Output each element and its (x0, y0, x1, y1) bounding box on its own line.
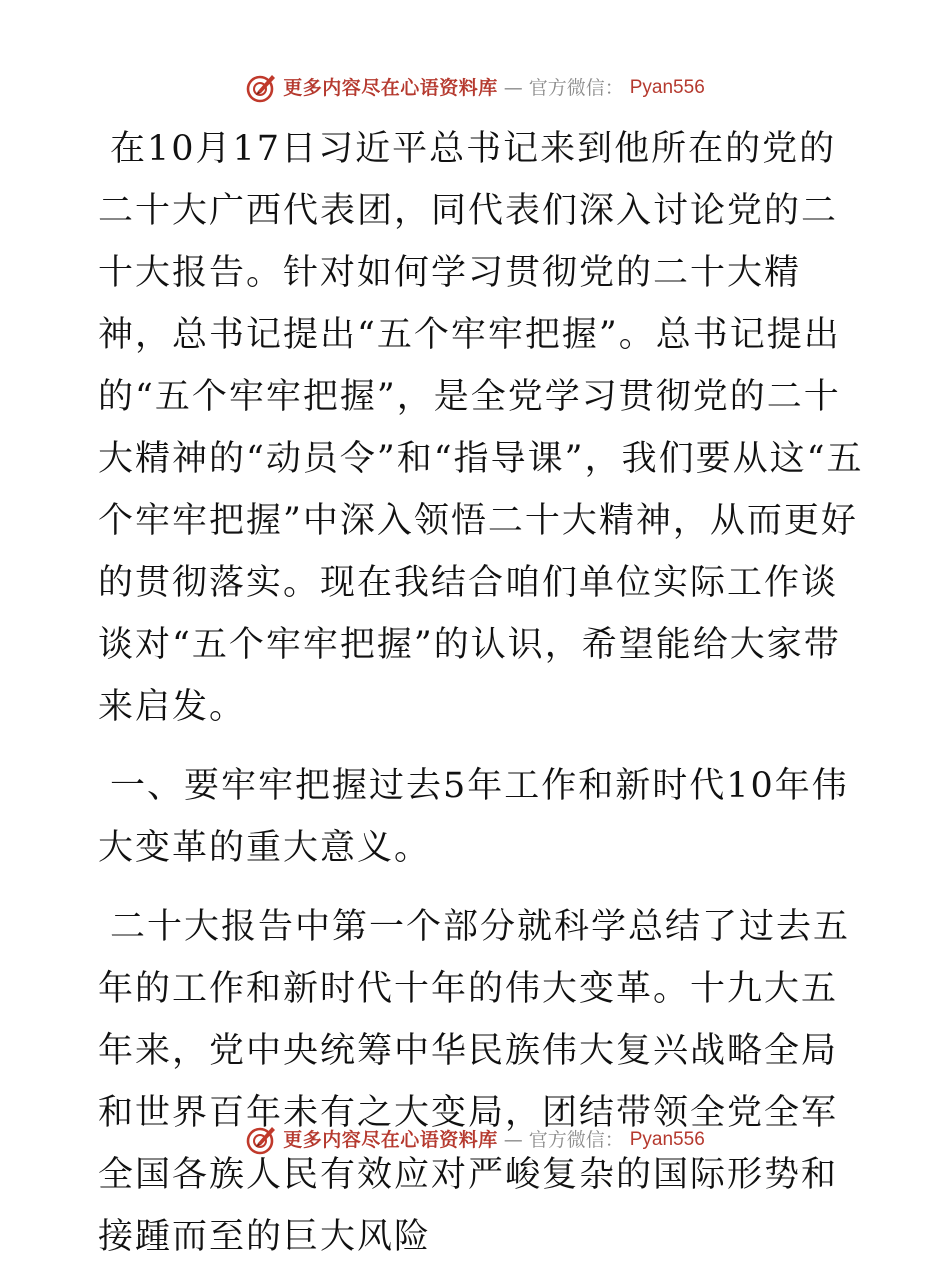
watermark-banner-bottom (0, 1124, 950, 1156)
watermark-dash: — (503, 77, 523, 99)
watermark-wechat-id: Pyan556 (629, 77, 705, 98)
paragraph-body: 二十大报告中第一个部分就科学总结了过去五年的工作和新时代十年的伟大变革。十九大五年来，党中央统筹中华民族伟大复兴战略全局和世界百年未有之大变局，团结带领全党全军全国各族人民有效应对严峻复杂的国际形势和接踵而至的巨大风险 (98, 907, 851, 1257)
pen-logo-icon (245, 1124, 277, 1156)
watermark-main-text: 更多内容尽在心语资料库 (283, 77, 498, 99)
document-body (98, 118, 868, 1285)
watermark-banner-top (0, 72, 950, 104)
watermark-main-text: 更多内容尽在心语资料库 (283, 1129, 498, 1151)
paragraph-section-heading: 一、要牢牢把握过去5年工作和新时代10年伟大变革的重大意义。 (98, 766, 849, 868)
paragraph-intro: 在10月17日习近平总书记来到他所在的党的二十大广西代表团，同代表们深入讨论党的二十大报告。针对如何学习贯彻党的二十大精神，总书记提出“五个牢牢把握”。总书记提出的“五个牢牢把握”，是全党学习贯彻党的二十大精神的“动员令”和“指导课”，我们要从这“五个牢牢把握”中深入领悟二十大精神，从而更好的贯彻落实。现在我结合咱们单位实际工作谈谈对“五个牢牢把握”的认识，希望能给大家带来启发。 (98, 129, 864, 727)
watermark-sub-text: 官方微信： (528, 77, 624, 99)
watermark-sub-text: 官方微信： (528, 1129, 624, 1151)
pen-logo-icon (245, 72, 277, 104)
watermark-dash: — (503, 1129, 523, 1151)
watermark-wechat-id: Pyan556 (629, 1129, 705, 1150)
